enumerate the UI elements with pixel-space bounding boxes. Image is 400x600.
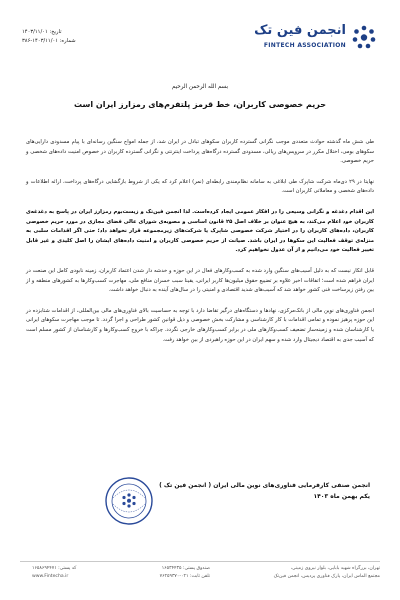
letter-footer: [20, 565, 380, 589]
signature-date: یکم بهمن ماه ۱۴۰۳: [313, 492, 370, 500]
letter-meta: [22, 28, 152, 46]
footer-website[interactable]: www.Fintecha.ir: [32, 574, 69, 579]
footer-po-box: صندوق پستی: ۱۶۵۳۴۴۳۵: [161, 566, 210, 571]
signature-block: [159, 481, 370, 502]
fintech-logo-icon: [350, 23, 378, 51]
letter-date: تاریخ: ۱۴۰۳/۱۱/۰۱: [22, 29, 62, 35]
letter-body: [26, 138, 374, 356]
paragraph-4: قابل انکار نیست که به دلیل آسیب‌های سنگین وارد شده به کسب‌وکارهای فعال در این حوزه و خدشه دار شدن اعتماد کاربران، زمینه نابودی کامل این صنعت در ایران فراهم شده است؛ اتفاقات اخیر علاوه بر تضییع حقوق میلیون‌ها کاربر ایرانی، یقینا سبب خسران منافع ملی، مهاجرت کسب‌وکارها به کشورهای منطقه و از بین رفتن زیرساخت فنی کشور خواهد شد که آسیب‌های شدید اقتصادی و امنیتی را در سال‌های آینده به دنبال خواهد داشت.: [26, 267, 374, 294]
footer-address-line-2: مجتمع الماس ایران، پارک فناوری پردیس، انجمن فین‌تک: [273, 574, 380, 579]
signature-org: انجمن صنفی کارفرمایی فناوری‌های نوین مالی ایران ( انجمن فین تک ): [159, 482, 370, 489]
logo-text-fa: انجمن فین تک: [254, 23, 346, 38]
paragraph-1: طی شش ماه گذشته حوادث متعددی موجب نگرانی گسترده کاربران سکوهای تبادل در ایران شد، از جمله امواج سنگین رسانه‌ای با پیام مسدودی دارایی‌های سکوهای بومی، اختلال مکرر در سرویس‌های ریالی، مسدودی گسترده درگاه‌های پرداخت اینترنتی و نگرانی گسترده کاربران در خصوص امنیت داده‌های شخصی و حریم خصوصی.: [26, 139, 374, 165]
footer-divider: [20, 561, 380, 562]
bismillah: بسم الله الرحمن الرحیم: [171, 84, 229, 90]
footer-web: [32, 565, 76, 581]
letter-title: حریم خصوصی کاربران، خط قرمز پلتفرم‌های رمزارز ایران است: [74, 100, 326, 109]
footer-phone: تلفن ثابت: ۰۲۱-۷۶۲۵۹۳۷۰: [159, 574, 210, 579]
footer-postal-code: کد پستی: ۱۶۵۸۶۹۴۴۷۱: [32, 566, 77, 571]
paragraph-5: انجمن فناوری‌های نوین مالی از بانک‌مرکزی، نهادها و دستگاه‌های درگیر تقاضا دارد با توجه به حساسیت بالای فناوری‌های مالی بین‌المللی، از اقدامات شتابزده در این حوزه پرهیز نموده و تمامی اقدامات با کار کارشناسی و مشارکت بخش خصوصی و ذیل قوانین کشور طراحی و اجرا گردد. تا موجب مهاجرت سکوهای ایرانی یا کارشناسان شده و زمینه‌ساز تضعیف کسب‌وکارهای ملی در برابر کسب‌وکارهای خارجی نگردد. چراکه با خروج کسب‌وکارها و کارشناسان از کشور مسلم است که آسیب جدی به اقتصاد دیجیتال وارد شده و سهم ایران در این حوزه راهبردی از بین خواهد رفت.: [26, 307, 374, 343]
paragraph-3-statement: این اقدام دغدغه و نگرانی وسیعی را در افکار عمومی ایجاد کرده‌است. لذا انجمن فین‌تک و زیست‌بوم رمزارز ایران در پاسخ به دغدغه‌ی کاربران خود اعلام می‌کند، به هیچ عنوان بر خلاف اصل ۲۵ قانون اساسی و مصوبه‌ی شورای عالی فضای مجازی در مورد حریم خصوصی کاربران، داده‌های کاربران را در اختیار شرکت خصوصی شاپرک یا شرکت‌های زیرمجموعه قرار نخواهد داد؛ حتی اگر اقدامات سلبی به منزله‌ی توقف فعالیت این سکوها در ایران باشد. صیانت از حریم خصوصی کاربران و امنیت داده‌های ایشان را اصل کلیدی و غیر قابل تغییر فعالیت خود می‌دانیم و از آن عدول نخواهیم کرد.: [26, 208, 374, 254]
footer-address: [260, 565, 380, 581]
logo-text-en: FINTECH ASSOCIATION: [263, 42, 346, 49]
association-seal: [104, 476, 154, 526]
footer-contact: [160, 565, 210, 581]
paragraph-2: نهایتا در ۲۹ دی‌ماه شرکت شاپرک طی ابلاغی به سامانه نظام‌مندی رابطه‌ای (نمر) اعلام کرد که یکی از شروط بازگشایی درگاه‌های پرداخت، ارائه اطلاعات و داده‌های شخصی و معاملاتی کاربران است.: [26, 178, 374, 195]
letter-number: شماره: ۱۴۰۳/۱۱/۰۱-۳۸۶: [22, 38, 76, 44]
fintech-logo: [228, 20, 378, 64]
footer-address-line-1: تهران، بزرگراه شهید بابایی، بلوار نیروی زمینی،: [290, 566, 380, 571]
